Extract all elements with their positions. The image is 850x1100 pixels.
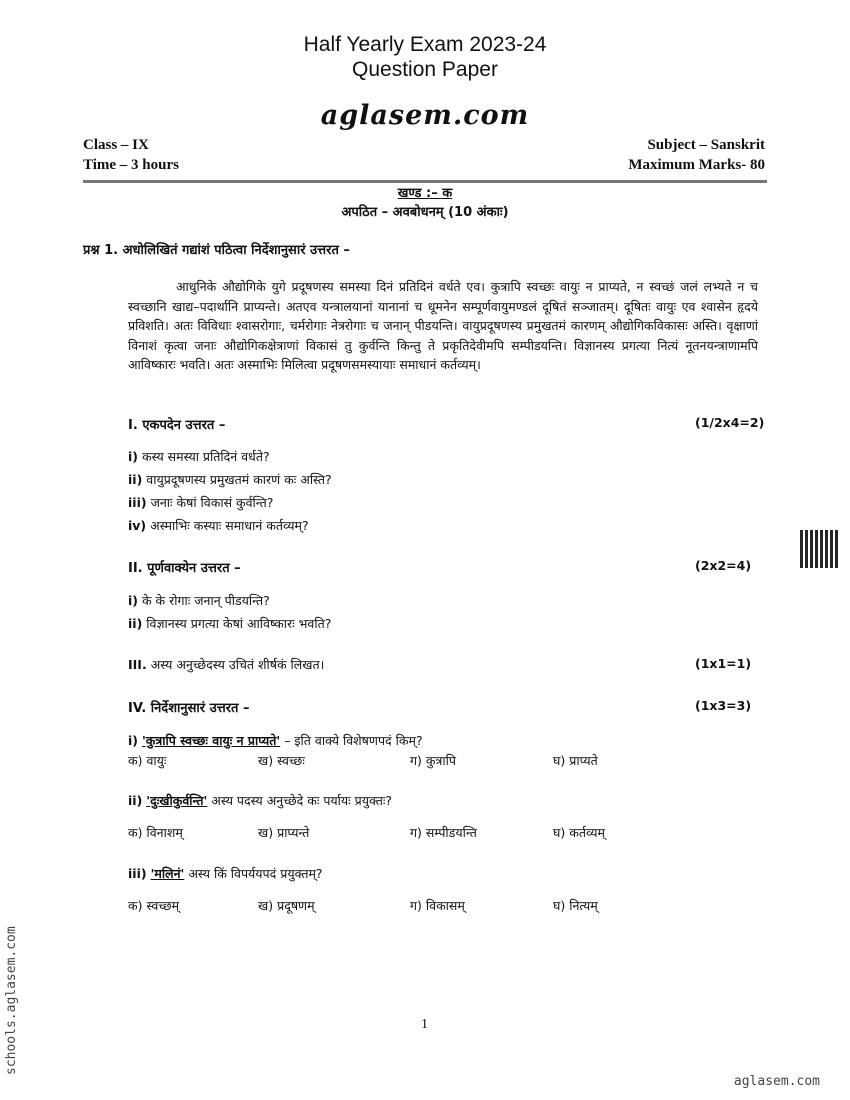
part-title: एकपदेन उत्तरत – xyxy=(142,418,226,433)
time-label: Time – 3 hours xyxy=(83,157,179,173)
part-number: II. xyxy=(128,561,143,576)
mcq-option: ख) प्राप्यन्ते xyxy=(258,825,310,840)
list-item: iii) जनाः केषां विकासं कुर्वन्ति? xyxy=(128,495,274,510)
list-item: ii) वायुप्रदूषणस्य प्रमुखतमं कारणं कः अस्ति? xyxy=(128,472,332,487)
question-1-label: प्रश्न 1. अधोलिखितं गद्यांशं पठित्वा निर्देशानुसारं उत्तरत – xyxy=(83,243,350,258)
mcq-option: क) स्वच्छम् xyxy=(128,898,180,913)
qr-code[interactable] xyxy=(800,530,838,568)
mcq-option: ग) विकासम् xyxy=(410,898,465,913)
section-subheading: अपठित – अवबोधनम् (10 अंकाः) xyxy=(341,205,509,220)
subject-label: Subject – Sanskrit xyxy=(647,137,765,153)
mcq-question: i) 'कुत्रापि स्वच्छः वायुः न प्राप्यते' – इति वाक्ये विशेषणपदं किम्? xyxy=(128,733,423,748)
part-number: IV. xyxy=(128,701,147,716)
mcq-option: ख) स्वच्छः xyxy=(258,753,305,768)
part-title: पूर्णवाक्येन उत्तरत – xyxy=(147,561,241,576)
part-marks: (1/2x4=2) xyxy=(695,415,765,430)
part-marks: (2x2=4) xyxy=(695,558,752,573)
exam-subtitle: Question Paper xyxy=(352,58,498,81)
mcq-option: ख) प्रदूषणम् xyxy=(258,898,315,913)
part-title: अस्य अनुच्छेदस्य उचितं शीर्षकं लिखत। xyxy=(150,657,325,672)
section-heading: खण्ड :– क xyxy=(397,186,453,201)
mcq-option: घ) प्राप्यते xyxy=(553,753,598,768)
mcq-question: iii) 'मलिनं' अस्य किं विपर्ययपदं प्रयुक्तम्? xyxy=(128,866,323,881)
footer-site: aglasem.com xyxy=(733,1074,820,1089)
part-number: I. xyxy=(128,418,138,433)
part-number: III. xyxy=(128,657,147,672)
max-marks-label: Maximum Marks- 80 xyxy=(628,157,765,173)
mcq-option: क) विनाशम् xyxy=(128,825,183,840)
part-marks: (1x1=1) xyxy=(695,656,752,671)
mcq-option: ग) सम्पीडयन्ति xyxy=(410,825,477,840)
mcq-option: ग) कुत्रापि xyxy=(410,753,456,768)
part-title: निर्देशानुसारं उत्तरत – xyxy=(150,701,250,716)
list-item: i) के के रोगाः जनान् पीडयन्ति? xyxy=(128,593,270,608)
aglasem-logo: aglasem.com xyxy=(320,100,530,131)
list-item: iv) अस्माभिः कस्याः समाधानं कर्तव्यम्? xyxy=(128,518,309,533)
exam-title: Half Yearly Exam 2023-24 xyxy=(303,33,547,56)
mcq-option: घ) कर्तव्यम् xyxy=(553,825,605,840)
mcq-option: घ) नित्यम् xyxy=(553,898,598,913)
mcq-option: क) वायुः xyxy=(128,753,167,768)
part-marks: (1x3=3) xyxy=(695,698,752,713)
list-item: i) कस्य समस्या प्रतिदिनं वर्धते? xyxy=(128,449,270,464)
list-item: ii) विज्ञानस्य प्रगत्या केषां आविष्कारः भवति? xyxy=(128,616,332,631)
class-label: Class – IX xyxy=(83,137,149,153)
passage: आधुनिके औद्योगिके युगे प्रदूषणस्य समस्या दिनं प्रतिदिनं वर्धते एव। कुत्रापि स्वच्छः वायुः न प्राप्यते, न स्वच्छं जलं लभ्यते न च स्वच्छानि खाद्य–पदार्थानि प्राप्यन्ते। अतएव यन्त्रालयानां यानानां च धूमनेन सम्पूर्णवायुमण्डलं दूषितं सञ्जातम्। दूषितः वायुः एव श्वासेन हृदये प्रविशति। अतः विविधाः श्वासरोगाः, चर्मरोगाः नेत्ररोगाः च जनान् पीडयन्ति। वायुप्रदूषणस्य प्रमुखतमं कारणम् औद्योगिकविकासः अस्ति। वृक्षाणां विनाशं कृत्वा जनाः औद्योगिकक्षेत्राणां विकासं तु कुर्वन्ति किन्तु ते प्रकृतिदेवीमपि सम्पीडयन्ति। विज्ञानस्य प्रगत्या नित्यं नूतनयन्त्राणामपि आविष्कारः भवति। अतः अस्माभिः मिलित्वा प्रदूषणसमस्यायाः समाधानं कर्तव्यम्। xyxy=(128,279,758,372)
page-number: 1 xyxy=(421,1017,428,1032)
side-watermark: schools.aglasem.com xyxy=(4,926,19,1075)
mcq-question: ii) 'दुःखीकुर्वन्ति' अस्य पदस्य अनुच्छेदे कः पर्यायः प्रयुक्तः? xyxy=(128,793,393,808)
